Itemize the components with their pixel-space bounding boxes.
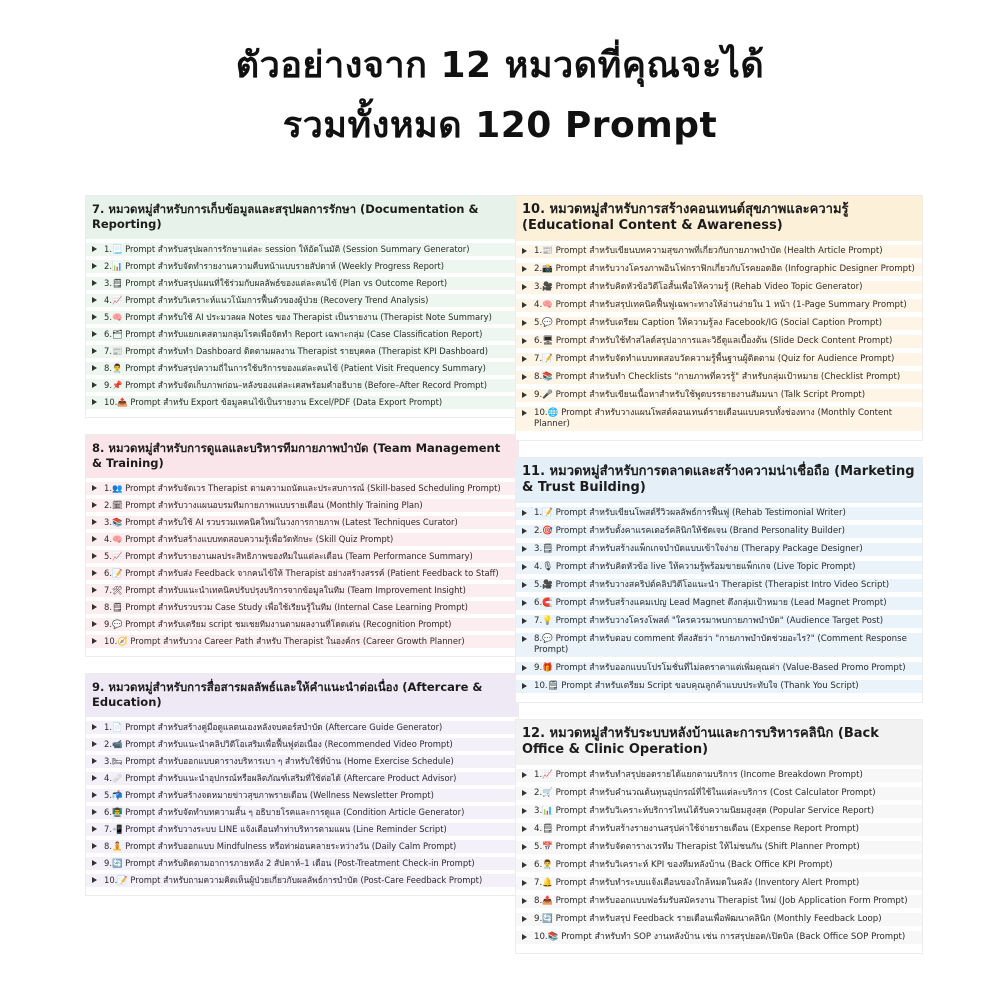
prompt-item-text: 2.🎯 Prompt สำหรับตั้งคาแรคเตอร์คลินิกให้ชัดเจน (Brand Personality Builder) bbox=[534, 526, 846, 536]
toggle-triangle-icon[interactable] bbox=[92, 553, 97, 559]
section-aftercare-education bbox=[86, 674, 518, 895]
prompt-item[interactable] bbox=[86, 738, 518, 751]
toggle-triangle-icon[interactable] bbox=[522, 790, 527, 796]
toggle-triangle-icon[interactable] bbox=[92, 365, 97, 371]
prompt-item-text: 8.💬 Prompt สำหรับตอบ comment ที่สงสัยว่า "กายภาพบำบัดช่วยอะไร?" (Comment Response Prompt) bbox=[534, 634, 907, 655]
section-title: 9. หมวดหมู่สำหรับการสื่อสารผลลัพธ์และให้คำแนะนำต่อเนื่อง (Aftercare & Education) bbox=[86, 674, 518, 717]
toggle-triangle-icon[interactable] bbox=[522, 618, 527, 624]
prompt-item[interactable] bbox=[86, 499, 518, 512]
prompt-item[interactable] bbox=[86, 362, 518, 375]
prompt-item-text: 10.🌐 Prompt สำหรับวางแผนโพสต์คอนเทนต์รายเดือนแบบครบทั้งช่องทาง (Monthly Content Planner) bbox=[534, 408, 893, 429]
section-documentation-reporting bbox=[86, 196, 518, 417]
toggle-triangle-icon[interactable] bbox=[92, 877, 97, 883]
toggle-triangle-icon[interactable] bbox=[522, 320, 527, 326]
prompt-item[interactable] bbox=[516, 859, 922, 872]
prompt-item[interactable] bbox=[86, 311, 518, 324]
prompt-item[interactable] bbox=[86, 721, 518, 734]
headline-line-2: รวมทั้งหมด 120 Prompt bbox=[282, 105, 718, 146]
prompt-item[interactable] bbox=[516, 281, 922, 294]
prompt-item-text: 3.🗒 Prompt สำหรับสรุปแผนที่ใช้ร่วมกับผลลัพธ์ของแต่ละคนไข้ (Plan vs Outcome Report) bbox=[104, 278, 448, 288]
toggle-triangle-icon[interactable] bbox=[522, 564, 527, 570]
toggle-triangle-icon[interactable] bbox=[522, 844, 527, 850]
section-educational-content bbox=[516, 196, 922, 440]
prompt-item-text: 6.🧲 Prompt สำหรับสร้างแคมเปญ Lead Magnet ดึงกลุ่มเป้าหมาย (Lead Magnet Prompt) bbox=[534, 598, 887, 608]
toggle-triangle-icon[interactable] bbox=[92, 485, 97, 491]
prompt-item[interactable] bbox=[86, 516, 518, 529]
toggle-triangle-icon[interactable] bbox=[92, 382, 97, 388]
toggle-triangle-icon[interactable] bbox=[92, 621, 97, 627]
prompt-item[interactable] bbox=[86, 482, 518, 495]
toggle-triangle-icon[interactable] bbox=[522, 916, 527, 922]
left-column bbox=[86, 196, 518, 913]
prompt-item-text: 7.💡 Prompt สำหรับวางโครงโพสต์ "ใครควรมาพบกายภาพบำบัด" (Audience Target Post) bbox=[534, 616, 884, 626]
prompt-item-text: 8.🧘 Prompt สำหรับออกแบบ Mindfulness หรือท่าผ่อนคลายระหว่างวัน (Daily Calm Prompt) bbox=[104, 841, 457, 851]
prompt-item-text: 5.📈 Prompt สำหรับรายงานผลประสิทธิภาพของทีมในแต่ละเดือน (Team Performance Summary) bbox=[104, 551, 473, 561]
toggle-triangle-icon[interactable] bbox=[522, 898, 527, 904]
prompt-item-text: 5.🧠 Prompt สำหรับใช้ AI ประมวลผล Notes ของ Therapist เป็นรายงาน (Therapist Note Summary) bbox=[104, 312, 492, 322]
prompt-item-text: 3.🎥 Prompt สำหรับคิดหัวข้อวิดีโอสั้นเพื่อให้ความรู้ (Rehab Video Topic Generator) bbox=[534, 282, 863, 292]
prompt-item[interactable] bbox=[516, 245, 922, 258]
prompt-item[interactable] bbox=[86, 584, 518, 597]
prompt-item[interactable] bbox=[516, 317, 922, 330]
prompt-item-text: 5.📬 Prompt สำหรับสร้างจดหมายข่าวสุขภาพรายเดือน (Wellness Newsletter Prompt) bbox=[104, 790, 434, 800]
prompt-item[interactable] bbox=[516, 299, 922, 312]
prompt-item[interactable] bbox=[516, 407, 922, 431]
prompt-item-text: 1.📈 Prompt สำหรับทำสรุปยอดรายได้แยกตามบริการ (Income Breakdown Prompt) bbox=[534, 770, 863, 780]
prompt-item-text: 1.📄 Prompt สำหรับสร้างคู่มือดูแลตนเองหลังจบคอร์สบำบัด (Aftercare Guide Generator) bbox=[104, 722, 443, 732]
toggle-triangle-icon[interactable] bbox=[92, 331, 97, 337]
prompt-item[interactable] bbox=[516, 335, 922, 348]
prompt-item[interactable] bbox=[516, 353, 922, 366]
prompt-item-text: 1.👥 Prompt สำหรับจัดเวร Therapist ตามความถนัดและประสบการณ์ (Skill-based Scheduling Prompt) bbox=[104, 483, 501, 493]
toggle-triangle-icon[interactable] bbox=[522, 683, 527, 689]
prompt-item-text: 10.📝 Prompt สำหรับถามความคิดเห็นผู้ป่วยเกี่ยวกับผลลัพธ์การบำบัด (Post-Care Feedback Prompt) bbox=[104, 875, 483, 885]
prompt-item-text: 5.🎥 Prompt สำหรับวางสคริปต์คลิปวิดีโอแนะนำ Therapist (Therapist Intro Video Script) bbox=[534, 580, 890, 590]
prompt-item[interactable] bbox=[86, 772, 518, 785]
toggle-triangle-icon[interactable] bbox=[522, 546, 527, 552]
toggle-triangle-icon[interactable] bbox=[522, 374, 527, 380]
toggle-triangle-icon[interactable] bbox=[522, 582, 527, 588]
toggle-triangle-icon[interactable] bbox=[522, 302, 527, 308]
prompt-item-text: 7.📰 Prompt สำหรับทำ Dashboard ติดตามผลงาน Therapist รายบุคคล (Therapist KPI Dashboard) bbox=[104, 346, 488, 356]
prompt-item[interactable] bbox=[86, 260, 518, 273]
prompt-item[interactable] bbox=[86, 243, 518, 256]
prompt-item-text: 9.📌 Prompt สำหรับจัดเก็บภาพก่อน–หลังของแต่ละเคสพร้อมคำอธิบาย (Before–After Record Prompt) bbox=[104, 380, 488, 390]
prompt-item[interactable] bbox=[86, 857, 518, 870]
toggle-triangle-icon[interactable] bbox=[522, 528, 527, 534]
prompt-item[interactable] bbox=[516, 543, 922, 556]
prompt-item-text: 3.🗒 Prompt สำหรับสร้างแพ็กเกจบำบัดแบบเข้าใจง่าย (Therapy Package Designer) bbox=[534, 544, 863, 554]
prompt-item-text: 6.🗂 Prompt สำหรับแยกเคสตามกลุ่มโรคเพื่อจัดทำ Report เฉพาะกลุ่ม (Case Classification Report) bbox=[104, 329, 483, 339]
prompt-item[interactable] bbox=[86, 618, 518, 631]
prompt-item-text: 9.🔄 Prompt สำหรับสรุป Feedback รายเดือนเพื่อพัฒนาคลินิก (Monthly Feedback Loop) bbox=[534, 914, 882, 924]
prompt-item-text: 9.💬 Prompt สำหรับเตรียม script ชมเชยทีมงานตามผลงานที่โดดเด่น (Recognition Prompt) bbox=[104, 619, 452, 629]
toggle-triangle-icon[interactable] bbox=[522, 880, 527, 886]
toggle-triangle-icon[interactable] bbox=[522, 772, 527, 778]
prompt-item[interactable] bbox=[86, 533, 518, 546]
toggle-triangle-icon[interactable] bbox=[92, 826, 97, 832]
toggle-triangle-icon[interactable] bbox=[522, 248, 527, 254]
prompt-item[interactable] bbox=[86, 328, 518, 341]
toggle-triangle-icon[interactable] bbox=[522, 934, 527, 940]
toggle-triangle-icon[interactable] bbox=[522, 808, 527, 814]
toggle-triangle-icon[interactable] bbox=[92, 314, 97, 320]
prompt-item-text: 3.📚 Prompt สำหรับใช้ AI รวบรวมเทคนิคใหม่ในวงการกายภาพ (Latest Techniques Curator) bbox=[104, 517, 458, 527]
prompt-item-text: 1.📃 Prompt สำหรับสรุปผลการรักษาแต่ละ session ให้อัตโนมัติ (Session Summary Generator) bbox=[104, 244, 470, 254]
toggle-triangle-icon[interactable] bbox=[92, 348, 97, 354]
toggle-triangle-icon[interactable] bbox=[522, 392, 527, 398]
prompt-item-text: 10.🧭 Prompt สำหรับวาง Career Path สำหรับ Therapist ในองค์กร (Career Growth Planner) bbox=[104, 636, 465, 646]
prompt-item-text: 3.📊 Prompt สำหรับวิเคราะห์บริการไหนได้รับความนิยมสูงสุด (Popular Service Report) bbox=[534, 806, 875, 816]
prompt-item[interactable] bbox=[516, 841, 922, 854]
toggle-triangle-icon[interactable] bbox=[92, 843, 97, 849]
prompt-item-text: 4.📈 Prompt สำหรับวิเคราะห์แนวโน้มการฟื้นตัวของผู้ป่วย (Recovery Trend Analysis) bbox=[104, 295, 429, 305]
prompt-item[interactable] bbox=[516, 662, 922, 675]
prompt-item[interactable] bbox=[516, 823, 922, 836]
prompt-item-text: 8.📚 Prompt สำหรับทำ Checklists "กายภาพที่ควรรู้" สำหรับกลุ่มเป้าหมาย (Checklist Prompt) bbox=[534, 372, 901, 382]
toggle-triangle-icon[interactable] bbox=[92, 399, 97, 405]
section-title: 11. หมวดหมู่สำหรับการตลาดและสร้างความน่าเชื่อถือ (Marketing & Trust Building) bbox=[516, 458, 922, 503]
toggle-triangle-icon[interactable] bbox=[522, 826, 527, 832]
prompt-item[interactable] bbox=[516, 805, 922, 818]
toggle-triangle-icon[interactable] bbox=[522, 636, 527, 642]
prompt-item-text: 1.📝 Prompt สำหรับเขียนโพสต์รีวิวผลลัพธ์การฟื้นฟู (Rehab Testimonial Writer) bbox=[534, 508, 846, 518]
prompt-item-text: 2.🛒 Prompt สำหรับคำนวณต้นทุนอุปกรณ์ที่ใช้ในแต่ละบริการ (Cost Calculator Prompt) bbox=[534, 788, 876, 798]
toggle-triangle-icon[interactable] bbox=[92, 604, 97, 610]
toggle-triangle-icon[interactable] bbox=[522, 600, 527, 606]
right-column bbox=[516, 196, 922, 971]
toggle-triangle-icon[interactable] bbox=[92, 638, 97, 644]
toggle-triangle-icon[interactable] bbox=[92, 724, 97, 730]
toggle-triangle-icon[interactable] bbox=[522, 665, 527, 671]
prompt-item[interactable] bbox=[516, 389, 922, 402]
prompt-item-text: 9.🎤 Prompt สำหรับเขียนเนื้อหาสำหรับใช้พูดบรรยายงานสัมมนา (Talk Script Prompt) bbox=[534, 390, 866, 400]
prompt-list bbox=[516, 765, 922, 953]
prompt-item[interactable] bbox=[86, 345, 518, 358]
toggle-triangle-icon[interactable] bbox=[92, 502, 97, 508]
prompt-item-text: 9.🔄 Prompt สำหรับติดตามอาการภายหลัง 2 สัปดาห์–1 เดือน (Post-Treatment Check-in Prompt) bbox=[104, 858, 475, 868]
toggle-triangle-icon[interactable] bbox=[522, 266, 527, 272]
prompt-item-text: 7.📲 Prompt สำหรับวางระบบ LINE แจ้งเตือนทำท่าบริหารตามแผน (Line Reminder Script) bbox=[104, 824, 447, 834]
toggle-triangle-icon[interactable] bbox=[92, 263, 97, 269]
prompt-item-text: 7.🛠 Prompt สำหรับแนะนำเทคนิคปรับปรุงบริการจากข้อมูลในทีม (Team Improvement Insight) bbox=[104, 585, 466, 595]
toggle-triangle-icon[interactable] bbox=[92, 809, 97, 815]
toggle-triangle-icon[interactable] bbox=[92, 297, 97, 303]
prompt-item-text: 2.📹 Prompt สำหรับแนะนำคลิปวิดีโอเสริมเพื่อฟื้นฟูต่อเนื่อง (Recommended Video Prompt) bbox=[104, 739, 453, 749]
prompt-list bbox=[516, 241, 922, 440]
prompt-item[interactable] bbox=[516, 263, 922, 276]
prompt-item-text: 8.🗒 Prompt สำหรับรวบรวม Case Study เพื่อใช้เรียนรู้ในทีม (Internal Case Learning Prompt) bbox=[104, 602, 468, 612]
prompt-item[interactable] bbox=[86, 567, 518, 580]
prompt-item-text: 5.💬 Prompt สำหรับเตรียม Caption ให้ความรู้ลง Facebook/IG (Social Caption Prompt) bbox=[534, 318, 883, 328]
prompt-item[interactable] bbox=[516, 877, 922, 890]
prompt-item-text: 3.🛏 Prompt สำหรับออกแบบตารางบริหารเบา ๆ สำหรับใช้ที่บ้าน (Home Exercise Schedule) bbox=[104, 756, 454, 766]
toggle-triangle-icon[interactable] bbox=[92, 792, 97, 798]
prompt-item-text: 1.📰 Prompt สำหรับเขียนบทความสุขภาพที่เกี่ยวกับกายภาพบำบัด (Health Article Prompt) bbox=[534, 246, 883, 256]
toggle-triangle-icon[interactable] bbox=[92, 775, 97, 781]
prompt-item-text: 4.🧠 Prompt สำหรับสรุปเทคนิคฟื้นฟูเฉพาะทางให้อ่านง่ายใน 1 หน้า (1-Page Summary Prompt) bbox=[534, 300, 907, 310]
prompt-list bbox=[516, 503, 922, 702]
prompt-item-text: 8.📤 Prompt สำหรับออกแบบฟอร์มรับสมัครงาน Therapist ใหม่ (Job Application Form Prompt) bbox=[534, 896, 908, 906]
prompt-list bbox=[86, 478, 518, 656]
prompt-item-text: 2.📸 Prompt สำหรับวางโครงภาพอินโฟกราฟิกเกี่ยวกับโรคยอดฮิต (Infographic Designer Prompt) bbox=[534, 264, 915, 274]
prompt-item[interactable] bbox=[516, 507, 922, 520]
prompt-item-text: 8.👨‍⚕️ Prompt สำหรับสรุปความถี่ในการใช้บริการของแต่ละคนไข้ (Patient Visit Frequency Summary) bbox=[104, 363, 486, 373]
section-title: 8. หมวดหมู่สำหรับการดูแลและบริหารทีมกายภาพบำบัด (Team Management & Training) bbox=[86, 435, 518, 478]
prompt-item[interactable] bbox=[516, 895, 922, 908]
prompt-item-text: 6.👨‍🏫 Prompt สำหรับจัดทำบทความสั้น ๆ อธิบายโรคและการดูแล (Condition Article Generator) bbox=[104, 807, 465, 817]
prompt-item[interactable] bbox=[86, 294, 518, 307]
section-marketing-trust bbox=[516, 458, 922, 702]
prompt-item-text: 4.🗒 Prompt สำหรับสร้างรายงานสรุปค่าใช้จ่ายรายเดือน (Expense Report Prompt) bbox=[534, 824, 859, 834]
section-title: 7. หมวดหมู่สำหรับการเก็บข้อมูลและสรุปผลการรักษา (Documentation & Reporting) bbox=[86, 196, 518, 239]
toggle-triangle-icon[interactable] bbox=[92, 519, 97, 525]
section-title: 10. หมวดหมู่สำหรับการสร้างคอนเทนต์สุขภาพและความรู้ (Educational Content & Awareness) bbox=[516, 196, 922, 241]
toggle-triangle-icon[interactable] bbox=[92, 280, 97, 286]
prompt-list bbox=[86, 239, 518, 417]
prompt-item[interactable] bbox=[516, 561, 922, 574]
prompt-item[interactable] bbox=[86, 806, 518, 819]
prompt-item[interactable] bbox=[516, 525, 922, 538]
prompt-item[interactable] bbox=[86, 601, 518, 614]
prompt-item-text: 7.🔔 Prompt สำหรับทำระบบแจ้งเตือนของใกล้หมดในคลัง (Inventory Alert Prompt) bbox=[534, 878, 860, 888]
headline-line-1: ตัวอย่างจาก 12 หมวดที่คุณจะได้ bbox=[235, 45, 765, 86]
prompt-item[interactable] bbox=[86, 635, 518, 648]
prompt-item-text: 9.🎁 Prompt สำหรับออกแบบโปรโมชั่นที่ไม่ลดราคาแต่เพิ่มคุณค่า (Value-Based Promo Prompt) bbox=[534, 663, 906, 673]
prompt-item[interactable] bbox=[86, 379, 518, 392]
toggle-triangle-icon[interactable] bbox=[92, 860, 97, 866]
prompt-item-text: 10.📚 Prompt สำหรับทำ SOP งานหลังบ้าน เช่น การสรุปยอด/เปิดบิล (Back Office SOP Prompt) bbox=[534, 932, 906, 942]
prompt-item[interactable] bbox=[86, 789, 518, 802]
prompt-item-text: 6.🖥 Prompt สำหรับใช้ทำสไลด์สรุปอาการและวิธีดูแลเบื้องต้น (Slide Deck Content Prompt) bbox=[534, 336, 893, 346]
toggle-triangle-icon[interactable] bbox=[92, 246, 97, 252]
prompt-item[interactable] bbox=[86, 277, 518, 290]
prompt-item-text: 4.🧠 Prompt สำหรับสร้างแบบทดสอบความรู้เพื่อวัดทักษะ (Skill Quiz Prompt) bbox=[104, 534, 394, 544]
prompt-item-text: 2.🗓 Prompt สำหรับวางแผนอบรมทีมกายภาพแบบรายเดือน (Monthly Training Plan) bbox=[104, 500, 423, 510]
section-back-office bbox=[516, 720, 922, 953]
prompt-item[interactable] bbox=[86, 550, 518, 563]
prompt-item-text: 6.👨‍⚕️ Prompt สำหรับวิเคราะห์ KPI ของทีมหลังบ้าน (Back Office KPI Prompt) bbox=[534, 860, 833, 870]
prompt-item[interactable] bbox=[516, 371, 922, 384]
toggle-triangle-icon[interactable] bbox=[92, 741, 97, 747]
prompt-item[interactable] bbox=[516, 579, 922, 592]
prompt-item[interactable] bbox=[516, 913, 922, 926]
toggle-triangle-icon[interactable] bbox=[522, 510, 527, 516]
prompt-item[interactable] bbox=[516, 615, 922, 628]
prompt-item[interactable] bbox=[86, 874, 518, 887]
prompt-item[interactable] bbox=[86, 823, 518, 836]
toggle-triangle-icon[interactable] bbox=[92, 536, 97, 542]
prompt-item[interactable] bbox=[516, 633, 922, 657]
prompt-item[interactable] bbox=[86, 840, 518, 853]
toggle-triangle-icon[interactable] bbox=[522, 284, 527, 290]
prompt-item[interactable] bbox=[86, 396, 518, 409]
toggle-triangle-icon[interactable] bbox=[522, 356, 527, 362]
prompt-item-text: 10.🗒 Prompt สำหรับเตรียม Script ขอบคุณลูกค้าแบบประทับใจ (Thank You Script) bbox=[534, 681, 859, 691]
toggle-triangle-icon[interactable] bbox=[92, 758, 97, 764]
prompt-item[interactable] bbox=[516, 680, 922, 693]
prompt-item-text: 5.📅 Prompt สำหรับจัดตารางเวรทีม Therapist ให้ไม่ชนกัน (Shift Planner Prompt) bbox=[534, 842, 860, 852]
prompt-item[interactable] bbox=[516, 931, 922, 944]
prompt-item-text: 4.🩹 Prompt สำหรับแนะนำอุปกรณ์หรือผลิตภัณฑ์เสริมที่ใช้ต่อได้ (Aftercare Product Advisor) bbox=[104, 773, 457, 783]
headline bbox=[0, 36, 1000, 156]
toggle-triangle-icon[interactable] bbox=[522, 862, 527, 868]
prompt-item[interactable] bbox=[86, 755, 518, 768]
section-title: 12. หมวดหมู่สำหรับระบบหลังบ้านและการบริหารคลินิก (Back Office & Clinic Operation) bbox=[516, 720, 922, 765]
prompt-list bbox=[86, 717, 518, 895]
prompt-item-text: 6.📝 Prompt สำหรับส่ง Feedback จากคนไข้ให้ Therapist อย่างสร้างสรรค์ (Patient Feedback to Staff) bbox=[104, 568, 499, 578]
toggle-triangle-icon[interactable] bbox=[92, 570, 97, 576]
prompt-item-text: 2.📊 Prompt สำหรับจัดทำรายงานความคืบหน้าแบบรายสัปดาห์ (Weekly Progress Report) bbox=[104, 261, 445, 271]
section-team-management bbox=[86, 435, 518, 656]
toggle-triangle-icon[interactable] bbox=[92, 587, 97, 593]
prompt-item-text: 4.🎙 Prompt สำหรับคิดหัวข้อ live ให้ความรู้พร้อมขายแพ็กเกจ (Live Topic Prompt) bbox=[534, 562, 856, 572]
prompt-item[interactable] bbox=[516, 597, 922, 610]
prompt-item[interactable] bbox=[516, 769, 922, 782]
toggle-triangle-icon[interactable] bbox=[522, 410, 527, 416]
prompt-item-text: 7.📝 Prompt สำหรับจัดทำแบบทดสอบวัดความรู้พื้นฐานผู้ติดตาม (Quiz for Audience Prompt) bbox=[534, 354, 895, 364]
prompt-item-text: 10.📤 Prompt สำหรับ Export ข้อมูลคนไข้เป็นรายงาน Excel/PDF (Data Export Prompt) bbox=[104, 397, 443, 407]
toggle-triangle-icon[interactable] bbox=[522, 338, 527, 344]
prompt-item[interactable] bbox=[516, 787, 922, 800]
